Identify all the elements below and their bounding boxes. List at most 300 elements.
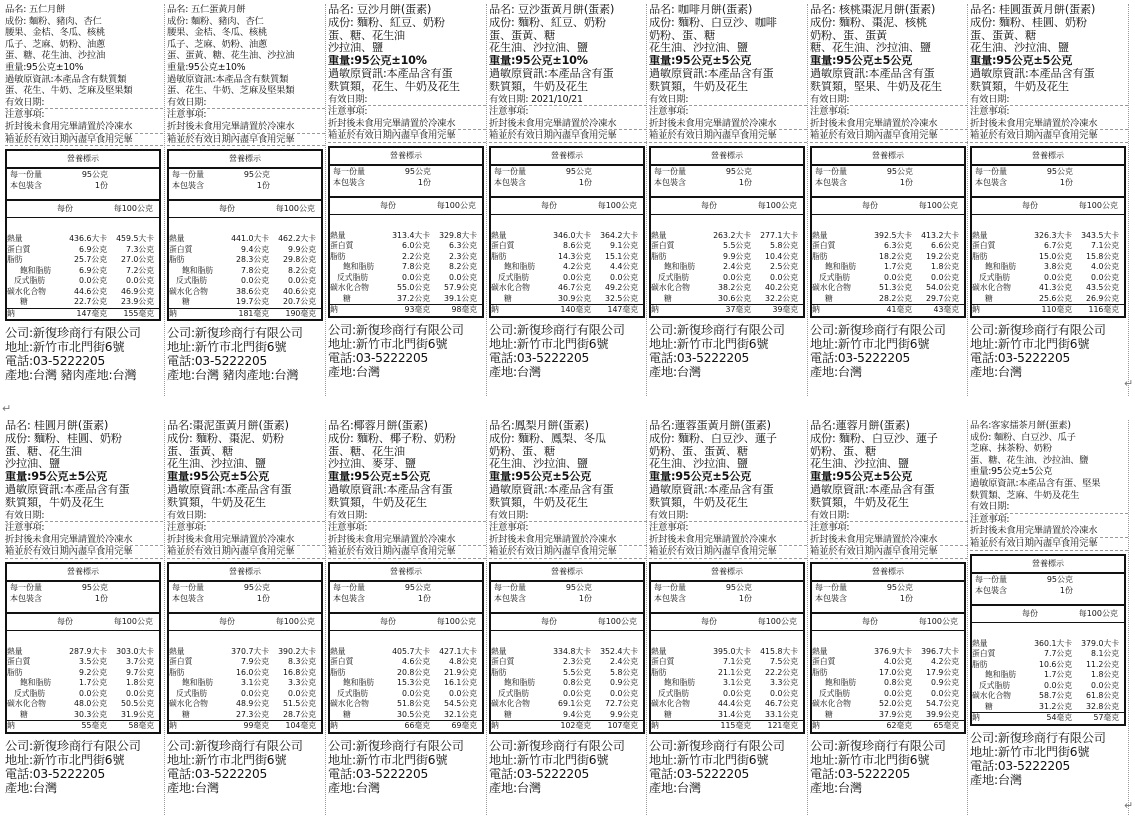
nutrient-name: 飽和脂肪: [504, 262, 536, 272]
serving-size-value: 95公克: [404, 582, 431, 592]
nutrient-per-100g: 0.0公克: [126, 276, 154, 286]
nutrient-row: [651, 710, 803, 722]
per-serving-header: 每份: [862, 200, 878, 210]
nutrient-name: 熱量: [651, 646, 667, 656]
nutrient-name: 脂肪: [330, 667, 346, 677]
servings-value: 1份: [738, 177, 752, 187]
nutrient-name: 碳水化合物: [169, 699, 208, 709]
nutrition-table: [5, 149, 161, 321]
nutrient-per-100g: 8.3公克: [288, 657, 316, 667]
ingredients-line: 糖、花生油、沙拉油、鹽: [810, 42, 931, 55]
nutrition-title: 營養標示: [651, 148, 803, 166]
nutrient-per-100g: 7.3公克: [126, 244, 154, 254]
per-serving-header: 每份: [57, 204, 73, 214]
note-text: 折封後未食用完畢請置於冷凍水: [810, 534, 968, 547]
nutrient-row: [169, 287, 321, 298]
nutrient-per-serving: 30.5公克: [397, 709, 430, 719]
servings-value: 1份: [738, 593, 752, 603]
nutrition-gap: [7, 631, 159, 647]
nutrient-name: 飽和脂肪: [504, 678, 536, 688]
nutrient-row: [330, 657, 482, 668]
nutrient-per-serving: 115毫克: [720, 721, 751, 731]
net-weight: 重量:95公克±5公克: [167, 471, 270, 484]
nutrient-name: 飽和脂肪: [825, 262, 857, 272]
nutrient-name: 碳水化合物: [812, 283, 851, 293]
nutrient-row: [7, 689, 159, 700]
nutrient-per-serving: 31.2公克: [1039, 701, 1072, 711]
nutrient-row: [812, 252, 964, 263]
serving-size-row: [491, 166, 643, 177]
note-text: 箱並於有效日期內盡早食用完畢: [810, 130, 968, 143]
nutrient-per-100g: 107毫克: [607, 721, 638, 731]
nutrient-row: [972, 283, 1124, 294]
origin: 產地:台灣: [810, 364, 862, 379]
paragraph-mark: ↵: [2, 402, 12, 415]
nutrient-per-serving: 16.0公克: [236, 667, 269, 677]
company-address: 地址:新竹市北門街6號: [5, 340, 125, 355]
nutrient-per-serving: 326.3大卡: [1034, 230, 1072, 240]
ingredients-line: 蛋、糖、花生油: [5, 445, 82, 458]
nutrient-name: 熱量: [330, 230, 346, 240]
company-phone: 電話:03-5222205: [649, 766, 750, 781]
nutrition-title: 營養標示: [812, 148, 964, 166]
nutrition-divider: [491, 604, 643, 614]
nutrient-name: 脂肪: [972, 251, 988, 261]
company-address: 地址:新竹市北門街6號: [970, 336, 1090, 351]
nutrient-name: 反式脂肪: [176, 276, 208, 286]
nutrient-name: 熱量: [169, 234, 185, 244]
column-separator: [646, 420, 647, 815]
nutrition-table: [328, 562, 484, 734]
nutrient-name: 飽和脂肪: [985, 262, 1017, 272]
nutrient-per-100g: 5.8公克: [770, 241, 798, 251]
note-text: 折封後未食用完畢請置於冷凍水: [970, 525, 1128, 538]
nutrient-per-100g: 20.7公克: [283, 297, 316, 307]
product-label: [328, 4, 486, 379]
product-name: 品名:鳳梨月餅(蛋素): [489, 420, 589, 432]
nutrient-name: 蛋白質: [330, 241, 354, 251]
nutrient-name: 脂肪: [812, 251, 828, 261]
nutrient-row: [972, 262, 1124, 273]
nutrient-name: 糖: [504, 709, 512, 719]
note-text: 折封後未食用完畢請置於冷凍水: [167, 121, 325, 134]
expiry-label: 有效日期:: [810, 93, 850, 105]
note-text: 箱並於有效日期內盡早食用完畢: [489, 130, 647, 143]
nutrient-per-serving: 19.7公克: [236, 297, 269, 307]
nutrient-row: [7, 297, 159, 309]
nutrient-row: [972, 241, 1124, 252]
allergen-line: 麩質類，牛奶及花生: [5, 496, 104, 509]
nutrient-name: 反式脂肪: [819, 688, 851, 698]
nutrient-per-serving: 41.3公克: [1039, 283, 1072, 293]
nutrient-name: 蛋白質: [491, 241, 515, 251]
note-text: 折封後未食用完畢請置於冷凍水: [649, 534, 807, 547]
nutrient-name: 脂肪: [491, 667, 507, 677]
company-address: 地址:新竹市北門街6號: [810, 752, 930, 767]
nutrient-name: 反式脂肪: [14, 276, 46, 286]
servings-label: 本包裝含: [815, 593, 847, 603]
company-name: 公司:新復珍商行有限公司: [970, 730, 1106, 745]
origin: 產地:台灣: [970, 364, 1022, 379]
nutrient-per-serving: 7.8公克: [402, 262, 430, 272]
nutrient-name: 碳水化合物: [972, 283, 1011, 293]
nutrient-per-serving: 48.9公克: [236, 699, 269, 709]
company-address: 地址:新竹市北門街6號: [649, 336, 769, 351]
nutrient-name: 蛋白質: [972, 649, 996, 659]
nutrient-per-serving: 287.9大卡: [69, 646, 107, 656]
servings-row: [812, 177, 964, 188]
ingredients-line: 成份: 麵粉、桂圓、奶粉: [5, 432, 122, 445]
allergen-line: 過敏原資訊:本產品含有蛋: [328, 67, 453, 80]
product-name: 品名: 五仁蛋黃月餅: [167, 4, 246, 15]
note-text: 折封後未食用完畢請置於冷凍水: [810, 118, 968, 131]
label-footer: [167, 326, 325, 382]
nutrition-title: 營養標示: [330, 148, 482, 166]
nutrient-per-serving: 22.7公克: [74, 297, 107, 307]
servings-value: 1份: [417, 593, 431, 603]
net-weight: 重量:95公克±5公克: [5, 471, 108, 484]
serving-size-row: [330, 582, 482, 593]
servings-row: [330, 593, 482, 604]
product-label: [5, 4, 163, 382]
serving-size-value: 95公克: [404, 166, 431, 176]
expiry-row: [970, 94, 1128, 107]
nutrient-row: [491, 294, 643, 306]
nutrition-title: 營養標示: [7, 564, 159, 582]
column-separator: [486, 4, 487, 396]
per-serving-header: 每份: [1022, 200, 1038, 210]
nutrient-per-serving: 1.7公克: [884, 262, 912, 272]
nutrient-per-100g: 1.8公克: [126, 678, 154, 688]
nutrient-name: 脂肪: [7, 667, 23, 677]
nutrient-per-100g: 396.7大卡: [921, 646, 959, 656]
company-address: 地址:新竹市北門街6號: [489, 752, 609, 767]
nutrient-per-serving: 360.1大卡: [1034, 638, 1072, 648]
allergen-line: 過敏原資訊:本產品含有蛋: [489, 67, 614, 80]
nutrient-per-serving: 14.3公克: [558, 251, 591, 261]
product-name: 品名:棗泥蛋黃月餅(蛋素): [167, 420, 289, 432]
company-phone: 電話:03-5222205: [970, 758, 1071, 773]
serving-size-value: 95公克: [1046, 166, 1073, 176]
company-phone: 電話:03-5222205: [489, 350, 590, 365]
nutrient-per-serving: 38.6公克: [236, 286, 269, 296]
servings-value: 1份: [578, 593, 592, 603]
product-name: 品名: 五仁月餅: [5, 4, 66, 15]
nutrient-per-serving: 55.0公克: [397, 283, 430, 293]
per-100g-header: 每100公克: [918, 200, 958, 210]
note-text: 折封後未食用完畢請置於冷凍水: [167, 534, 325, 547]
ingredients-line: 成份: 麵粉、白豆沙、蓮子: [649, 432, 777, 445]
nutrient-per-serving: 7.8公克: [241, 265, 269, 275]
nutrient-per-100g: 23.9公克: [121, 297, 154, 307]
note-text: 折封後未食用完畢請置於冷凍水: [328, 534, 486, 547]
nutrient-per-serving: 10.6公克: [1039, 659, 1072, 669]
per-serving-header: 每份: [219, 204, 235, 214]
nutrient-row: [330, 721, 482, 732]
nutrient-row: [7, 668, 159, 679]
nutrient-per-serving: 0.0公克: [884, 688, 912, 698]
nutrient-per-100g: 54.5公克: [444, 699, 477, 709]
expiry-label: 有效日期:: [5, 96, 45, 108]
column-separator: [1128, 4, 1129, 396]
note-text: 折封後未食用完畢請置於冷凍水: [970, 118, 1128, 131]
expiry-label: 有效日期:: [649, 509, 689, 521]
nutrient-per-serving: 140毫克: [560, 305, 591, 315]
nutrient-row: [169, 255, 321, 266]
nutrient-name: 鈉: [7, 721, 15, 731]
servings-row: [330, 177, 482, 188]
nutrient-row: [169, 647, 321, 658]
serving-size-label: 每一份量: [333, 582, 365, 592]
nutrition-table: [328, 146, 484, 318]
servings-label: 本包裝含: [494, 593, 526, 603]
note-label: 注意事項:: [970, 513, 1010, 525]
servings-label: 本包裝含: [172, 181, 204, 191]
serving-size-row: [812, 582, 964, 593]
nutrient-name: 蛋白質: [491, 657, 515, 667]
note-label: 注意事項:: [489, 106, 529, 118]
ingredients-line: 奶粉、蛋、蛋黃: [810, 29, 887, 42]
nutrient-name: 脂肪: [491, 251, 507, 261]
nutrient-per-serving: 25.7公克: [74, 255, 107, 265]
serving-size-row: [169, 582, 321, 593]
ingredients-line: 蛋、糖、花生油、沙拉油: [5, 50, 106, 62]
company-name: 公司:新復珍商行有限公司: [649, 738, 785, 753]
servings-row: [491, 593, 643, 604]
nutrient-row: [330, 710, 482, 722]
nutrient-name: 脂肪: [169, 255, 185, 265]
nutrient-row: [972, 702, 1124, 714]
nutrient-row: [812, 294, 964, 306]
ingredients-line: 蛋、蛋黃、糖: [489, 29, 555, 42]
nutrient-per-serving: 0.0公克: [563, 688, 591, 698]
allergen-line: 過敏原資訊:本產品含有蛋: [5, 483, 130, 496]
note-text: 箱並於有效日期內盡早食用完畢: [970, 538, 1128, 551]
nutrient-per-100g: 0.0公克: [931, 688, 959, 698]
serving-size-value: 95公克: [725, 582, 752, 592]
nutrient-name: 鈉: [169, 721, 177, 731]
nutrient-row: [812, 273, 964, 284]
nutrient-per-100g: 390.2大卡: [278, 646, 316, 656]
note-text: 箱並於有效日期內盡早食用完畢: [649, 130, 807, 143]
nutrient-per-serving: 6.7公克: [1044, 241, 1072, 251]
nutrient-per-100g: 26.9公克: [1086, 293, 1119, 303]
nutrient-per-100g: 46.7公克: [765, 699, 798, 709]
nutrient-per-100g: 415.8大卡: [760, 646, 798, 656]
product-name: 品名:蓮蓉蛋黃月餅(蛋素): [649, 420, 771, 432]
company-name: 公司:新復珍商行有限公司: [649, 322, 785, 337]
nutrient-row: [972, 681, 1124, 692]
serving-size-row: [330, 166, 482, 177]
nutrition-header: [972, 606, 1124, 623]
nutrition-divider: [491, 188, 643, 198]
nutrient-row: [972, 660, 1124, 671]
ingredients-line: 瓜子、芝麻、奶粉、油蔥: [167, 38, 268, 50]
nutrient-name: 糖: [825, 293, 833, 303]
ingredients-line: 蛋、糖、花生油: [328, 29, 405, 42]
net-weight: 重量:95公克±10%: [167, 61, 246, 73]
nutrient-name: 碳水化合物: [651, 283, 690, 293]
nutrient-per-serving: 346.0大卡: [553, 230, 591, 240]
nutrition-gap: [972, 623, 1124, 639]
nutrient-per-100g: 459.5大卡: [116, 234, 154, 244]
servings-row: [651, 177, 803, 188]
nutrient-per-100g: 16.1公克: [444, 678, 477, 688]
nutrient-per-serving: 30.3公克: [74, 709, 107, 719]
nutrient-per-serving: 1.7公克: [1044, 670, 1072, 680]
nutrient-per-100g: 9.9公克: [288, 244, 316, 254]
origin: 產地:台灣: [489, 780, 541, 795]
nutrient-row: [812, 647, 964, 658]
note-label: 注意事項:: [5, 109, 45, 121]
servings-row: [169, 180, 321, 191]
nutrient-name: 碳水化合物: [491, 283, 530, 293]
nutrient-name: 碳水化合物: [7, 699, 46, 709]
nutrient-row: [491, 678, 643, 689]
nutrient-row: [651, 273, 803, 284]
allergen-line: 過敏原資訊:本產品含有蛋、堅果: [970, 477, 1101, 489]
nutrient-row: [651, 721, 803, 732]
nutrient-row: [491, 647, 643, 658]
nutrient-per-100g: 6.6公克: [931, 241, 959, 251]
nutrient-row: [972, 273, 1124, 284]
nutrient-per-100g: 190毫克: [285, 308, 316, 318]
net-weight: 重量:95公克±5公克: [649, 471, 752, 484]
nutrient-per-100g: 32.2公克: [765, 293, 798, 303]
nutrition-title: 營養標示: [169, 564, 321, 582]
nutrition-title: 營養標示: [169, 151, 321, 169]
company-phone: 電話:03-5222205: [649, 350, 750, 365]
per-100g-header: 每100公克: [436, 616, 476, 626]
company-name: 公司:新復珍商行有限公司: [489, 738, 625, 753]
nutrient-row: [491, 231, 643, 242]
nutrient-per-serving: 0.0公克: [884, 272, 912, 282]
expiry-row: [328, 510, 486, 523]
nutrient-per-serving: 181毫克: [238, 308, 269, 318]
nutrient-per-100g: 155毫克: [123, 308, 154, 318]
serving-size-row: [651, 582, 803, 593]
nutrient-name: 飽和脂肪: [985, 670, 1017, 680]
serving-size-label: 每一份量: [494, 582, 526, 592]
nutrient-per-100g: 413.2大卡: [921, 230, 959, 240]
ingredients-line: 奶粉、蛋、糖: [489, 445, 555, 458]
nutrient-name: 反式脂肪: [819, 272, 851, 282]
nutrient-per-100g: 3.3公克: [288, 678, 316, 688]
serving-size-value: 95公克: [1046, 574, 1073, 584]
nutrient-per-100g: 343.5大卡: [1081, 230, 1119, 240]
product-name: 品名: 核桃棗泥月餅(蛋素): [810, 4, 936, 16]
nutrient-per-100g: 1.8公克: [931, 262, 959, 272]
nutrient-row: [972, 691, 1124, 702]
nutrient-per-100g: 31.9公克: [121, 709, 154, 719]
nutrient-row: [169, 678, 321, 689]
nutrient-name: 碳水化合物: [972, 691, 1011, 701]
nutrient-name: 鈉: [651, 721, 659, 731]
servings-row: [812, 593, 964, 604]
nutrient-row: [169, 657, 321, 668]
company-phone: 電話:03-5222205: [328, 350, 429, 365]
company-name: 公司:新復珍商行有限公司: [167, 326, 303, 341]
column-separator: [807, 4, 808, 396]
nutrient-per-100g: 0.0公克: [449, 272, 477, 282]
company-name: 公司:新復珍商行有限公司: [5, 738, 141, 753]
nutrient-per-100g: 277.1大卡: [760, 230, 798, 240]
nutrient-per-100g: 28.7公克: [283, 709, 316, 719]
label-footer: [489, 323, 647, 379]
product-label: [328, 420, 486, 795]
expiry-row: [810, 94, 968, 107]
nutrient-name: 熱量: [812, 230, 828, 240]
ingredients-line: 芝麻、抹茶粉、奶粉: [970, 443, 1052, 455]
nutrient-per-100g: 15.8公克: [1086, 251, 1119, 261]
nutrient-per-100g: 8.2公克: [449, 262, 477, 272]
nutrient-row: [169, 721, 321, 732]
nutrient-row: [812, 241, 964, 252]
note-text: 折封後未食用完畢請置於冷凍水: [5, 534, 163, 547]
nutrient-per-serving: 48.0公克: [74, 699, 107, 709]
nutrient-per-serving: 9.2公克: [79, 667, 107, 677]
nutrition-gap: [651, 631, 803, 647]
allergen-line: 麩質類，牛奶及花生: [167, 496, 266, 509]
servings-label: 本包裝含: [172, 593, 204, 603]
nutrient-row: [812, 721, 964, 732]
nutrient-per-100g: 57毫克: [1093, 713, 1119, 723]
ingredients-line: 成份: 麵粉、白豆沙、瓜子: [970, 431, 1076, 443]
nutrient-per-serving: 0.8公克: [884, 678, 912, 688]
nutrition-gap: [812, 631, 964, 647]
company-phone: 電話:03-5222205: [489, 766, 590, 781]
nutrient-row: [812, 710, 964, 722]
nutrient-per-100g: 22.2公克: [765, 667, 798, 677]
nutrient-row: [169, 297, 321, 309]
nutrient-row: [651, 262, 803, 273]
nutrient-name: 飽和脂肪: [20, 265, 52, 275]
nutrient-row: [812, 283, 964, 294]
nutrient-row: [7, 266, 159, 277]
allergen-line: 蛋、花生、牛奶、芝麻及堅果類: [167, 85, 295, 97]
nutrient-per-100g: 3.3公克: [770, 678, 798, 688]
nutrient-row: [7, 234, 159, 245]
expiry-row: [970, 501, 1128, 514]
nutrient-row: [972, 294, 1124, 306]
product-label: [489, 420, 647, 795]
nutrition-divider: [651, 604, 803, 614]
nutrient-name: 飽和脂肪: [343, 262, 375, 272]
nutrition-divider: [330, 604, 482, 614]
serving-size-label: 每一份量: [815, 166, 847, 176]
nutrient-row: [651, 689, 803, 700]
nutrient-per-serving: 392.5大卡: [874, 230, 912, 240]
nutrient-row: [330, 647, 482, 658]
origin: 產地:台灣: [167, 780, 219, 795]
ingredients-line: 成份: 麵粉、紅豆、奶粉: [489, 16, 606, 29]
nutrient-row: [169, 689, 321, 700]
column-separator: [1128, 420, 1129, 815]
origin: 產地:台灣: [328, 780, 380, 795]
nutrient-per-serving: 147毫克: [76, 308, 107, 318]
nutrient-per-serving: 2.4公克: [723, 262, 751, 272]
nutrient-per-100g: 9.7公克: [126, 667, 154, 677]
serving-size-value: 95公克: [886, 582, 913, 592]
nutrient-row: [491, 710, 643, 722]
nutrition-title: 營養標示: [972, 148, 1124, 166]
nutrient-name: 碳水化合物: [491, 699, 530, 709]
nutrition-divider: [169, 191, 321, 201]
per-serving-header: 每份: [380, 200, 396, 210]
nutrient-per-100g: 39.9公克: [926, 709, 959, 719]
nutrient-per-100g: 4.0公克: [1091, 262, 1119, 272]
allergen-line: 麩質類，花生、牛奶及花生: [328, 80, 460, 93]
